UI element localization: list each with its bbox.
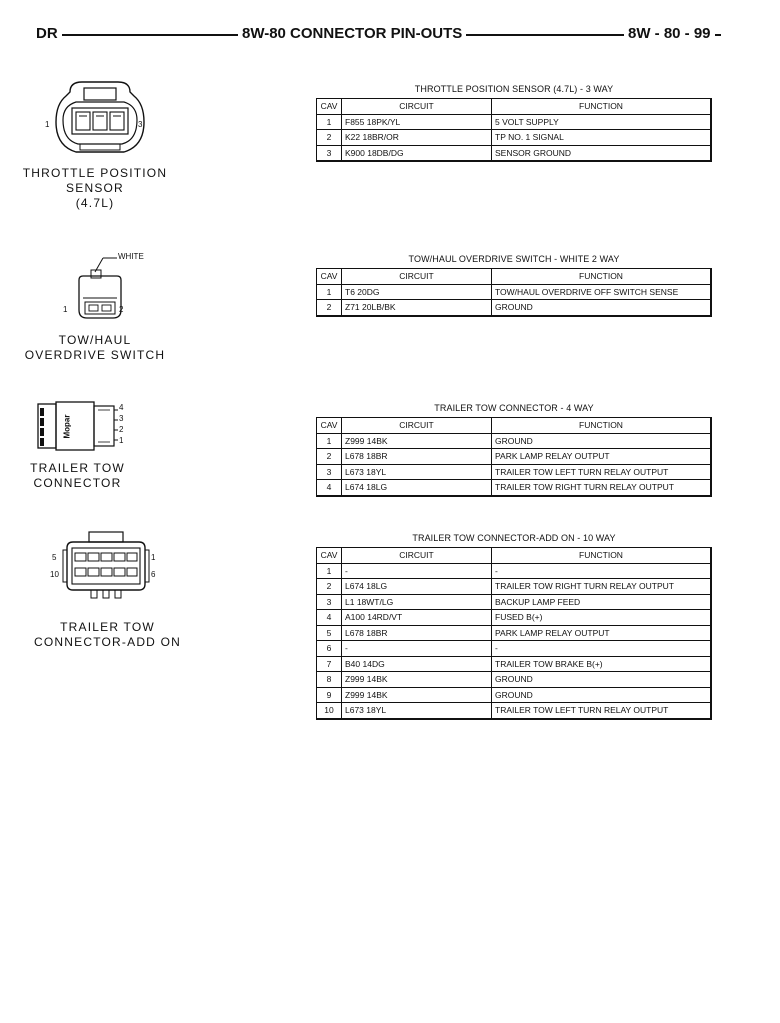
table-row	[317, 625, 712, 641]
trailer-tow-add-on-label: TRAILER TOW CONNECTOR-ADD ON	[34, 620, 181, 649]
trailer-tow-add-on-table	[316, 533, 712, 720]
table-header-row	[317, 99, 712, 115]
function-cell: TRAILER TOW LEFT TURN RELAY OUTPUT	[492, 464, 712, 480]
function-cell: SENSOR GROUND	[492, 145, 712, 161]
circuit-cell: -	[342, 563, 492, 579]
function-cell: TP NO. 1 SIGNAL	[492, 130, 712, 146]
function-cell: TRAILER TOW LEFT TURN RELAY OUTPUT	[492, 703, 712, 719]
function-cell: TRAILER TOW RIGHT TURN RELAY OUTPUT	[492, 579, 712, 595]
function-header: FUNCTION	[492, 269, 712, 285]
circuit-cell: L1 18WT/LG	[342, 594, 492, 610]
cav-cell: 2	[317, 579, 342, 595]
circuit-cell: Z999 14BK	[342, 672, 492, 688]
table-row	[317, 284, 712, 300]
circuit-cell: L674 18LG	[342, 579, 492, 595]
cav-header: CAV	[317, 99, 342, 115]
circuit-cell: F855 18PK/YL	[342, 114, 492, 130]
function-cell: TRAILER TOW BRAKE B(+)	[492, 656, 712, 672]
throttle-position-sensor-label: THROTTLE POSITION SENSOR (4.7L)	[22, 166, 168, 210]
pin-label-5: 5	[52, 553, 57, 562]
cav-header: CAV	[317, 548, 342, 564]
function-header: FUNCTION	[492, 418, 712, 434]
header-page-number: 8W - 80 - 99	[624, 25, 715, 42]
function-cell: PARK LAMP RELAY OUTPUT	[492, 449, 712, 465]
table-header-row	[317, 418, 712, 434]
table-row	[317, 433, 712, 449]
function-header: FUNCTION	[492, 548, 712, 564]
pin-label-2: 2	[119, 425, 124, 434]
function-cell: GROUND	[492, 433, 712, 449]
function-cell: TOW/HAUL OVERDRIVE OFF SWITCH SENSE	[492, 284, 712, 300]
tow-haul-switch-table	[316, 254, 712, 317]
circuit-cell: L678 18BR	[342, 449, 492, 465]
table-row	[317, 563, 712, 579]
circuit-header: CIRCUIT	[342, 269, 492, 285]
cav-cell: 8	[317, 672, 342, 688]
table-row	[317, 480, 712, 496]
tow-haul-switch-label: TOW/HAUL OVERDRIVE SWITCH	[24, 333, 166, 362]
connector-brand-text: Mopar	[62, 414, 72, 439]
cav-cell: 2	[317, 449, 342, 465]
header-left: DR	[32, 25, 62, 42]
function-cell: PARK LAMP RELAY OUTPUT	[492, 625, 712, 641]
circuit-cell: L673 18YL	[342, 464, 492, 480]
function-cell: GROUND	[492, 687, 712, 703]
circuit-header: CIRCUIT	[342, 548, 492, 564]
pin-label-1: 1	[119, 436, 124, 445]
pin-label-4: 4	[119, 403, 124, 412]
header-title: 8W-80 CONNECTOR PIN-OUTS	[238, 25, 466, 42]
pin-label-3: 3	[119, 414, 124, 423]
table-row	[317, 130, 712, 146]
cav-cell: 7	[317, 656, 342, 672]
cav-cell: 1	[317, 433, 342, 449]
function-cell: -	[492, 563, 712, 579]
function-cell: FUSED B(+)	[492, 610, 712, 626]
pin-label-1: 1	[45, 120, 50, 129]
table-row	[317, 114, 712, 130]
cav-cell: 3	[317, 594, 342, 610]
throttle-position-sensor-table	[316, 84, 712, 162]
table-title: THROTTLE POSITION SENSOR (4.7L) - 3 WAY	[414, 84, 614, 94]
table-row	[317, 300, 712, 316]
trailer-tow-add-on-diagram	[45, 528, 175, 608]
cav-cell: 9	[317, 687, 342, 703]
function-cell: -	[492, 641, 712, 657]
cav-cell: 10	[317, 703, 342, 719]
circuit-cell: L673 18YL	[342, 703, 492, 719]
trailer-tow-add-on-drawing	[45, 528, 175, 608]
function-cell: GROUND	[492, 300, 712, 316]
table-row	[317, 610, 712, 626]
table-row	[317, 641, 712, 657]
cav-header: CAV	[317, 269, 342, 285]
cav-cell: 3	[317, 464, 342, 480]
pin-label-1: 1	[63, 305, 68, 314]
circuit-cell: L678 18BR	[342, 625, 492, 641]
pin-label-2: 2	[119, 305, 124, 314]
pin-label-10: 10	[50, 570, 59, 579]
circuit-cell: Z999 14BK	[342, 433, 492, 449]
circuit-cell: B40 14DG	[342, 656, 492, 672]
circuit-header: CIRCUIT	[342, 418, 492, 434]
table-row	[317, 579, 712, 595]
cav-cell: 6	[317, 641, 342, 657]
table-row	[317, 687, 712, 703]
trailer-tow-connector-table	[316, 403, 712, 497]
trailer-tow-connector-diagram	[28, 398, 138, 458]
function-cell: 5 VOLT SUPPLY	[492, 114, 712, 130]
table-title: TOW/HAUL OVERDRIVE SWITCH - WHITE 2 WAY	[408, 254, 620, 264]
circuit-cell: A100 14RD/VT	[342, 610, 492, 626]
table-row	[317, 449, 712, 465]
circuit-cell: T6 20DG	[342, 284, 492, 300]
cav-header: CAV	[317, 418, 342, 434]
table-title: TRAILER TOW CONNECTOR-ADD ON - 10 WAY	[412, 533, 616, 543]
page-header	[0, 22, 780, 50]
circuit-cell: -	[342, 641, 492, 657]
circuit-header: CIRCUIT	[342, 99, 492, 115]
cav-cell: 4	[317, 610, 342, 626]
cav-cell: 1	[317, 114, 342, 130]
circuit-cell: Z999 14BK	[342, 687, 492, 703]
function-cell: BACKUP LAMP FEED	[492, 594, 712, 610]
tow-haul-switch-diagram	[55, 248, 155, 328]
table-row	[317, 703, 712, 719]
cav-cell: 4	[317, 480, 342, 496]
cav-cell: 5	[317, 625, 342, 641]
table-title: TRAILER TOW CONNECTOR - 4 WAY	[434, 403, 594, 413]
throttle-position-sensor-drawing	[30, 78, 170, 168]
trailer-tow-connector-label: TRAILER TOW CONNECTOR	[30, 461, 125, 490]
table-header-row	[317, 269, 712, 285]
cav-cell: 2	[317, 300, 342, 316]
circuit-cell: K22 18BR/OR	[342, 130, 492, 146]
function-header: FUNCTION	[492, 99, 712, 115]
table-row	[317, 594, 712, 610]
cav-cell: 3	[317, 145, 342, 161]
circuit-cell: L674 18LG	[342, 480, 492, 496]
function-cell: TRAILER TOW RIGHT TURN RELAY OUTPUT	[492, 480, 712, 496]
table-row	[317, 672, 712, 688]
circuit-cell: Z71 20LB/BK	[342, 300, 492, 316]
wire-color-label: WHITE	[118, 252, 144, 261]
cav-cell: 1	[317, 284, 342, 300]
function-cell: GROUND	[492, 672, 712, 688]
table-header-row	[317, 548, 712, 564]
pin-label-6: 6	[151, 570, 156, 579]
throttle-position-sensor-diagram	[30, 78, 170, 168]
cav-cell: 2	[317, 130, 342, 146]
circuit-cell: K900 18DB/DG	[342, 145, 492, 161]
pin-label-3: 3	[138, 120, 143, 129]
cav-cell: 1	[317, 563, 342, 579]
table-row	[317, 656, 712, 672]
pin-label-1: 1	[151, 553, 156, 562]
table-row	[317, 145, 712, 161]
table-row	[317, 464, 712, 480]
